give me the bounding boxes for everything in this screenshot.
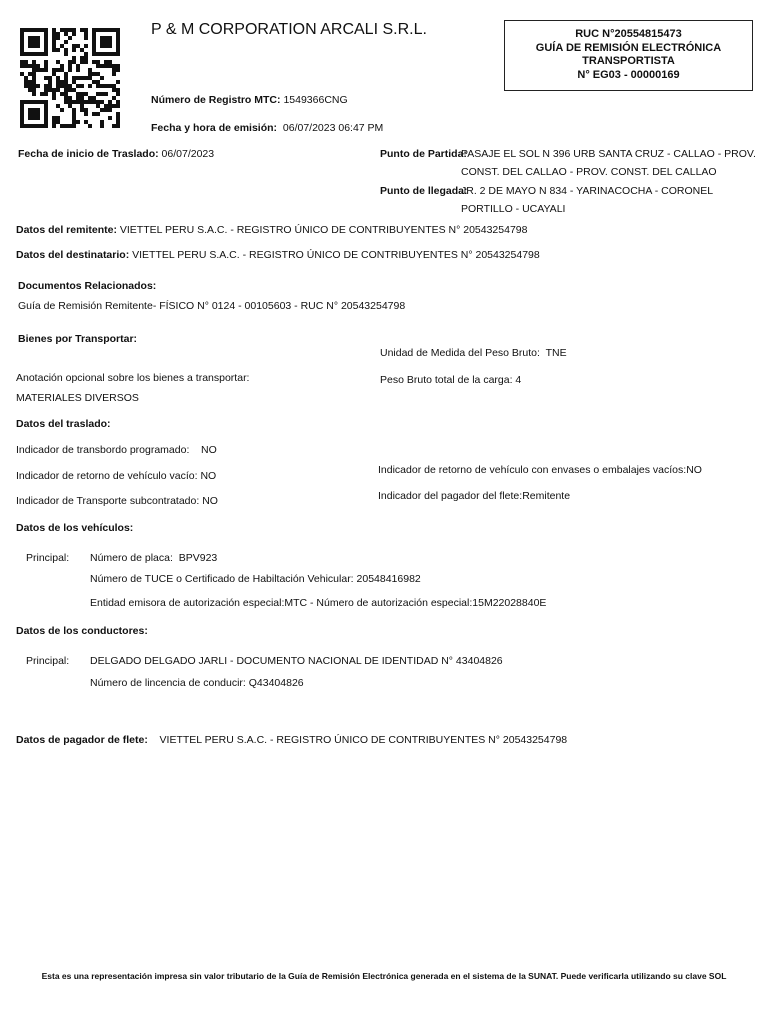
unidad-label: Unidad de Medida del Peso Bruto: xyxy=(380,347,540,359)
emission-label: Fecha y hora de emisión: xyxy=(151,122,278,134)
mtc-label: Número de Registro MTC: xyxy=(151,94,281,106)
pagador-indicator-label: Indicador del pagador del flete: xyxy=(378,490,523,502)
retorno-envases-indicator xyxy=(378,463,702,477)
pagador-label: Datos de pagador de flete: xyxy=(16,734,148,746)
mtc-registration xyxy=(151,93,348,107)
document-number: N° EG03 - 00000169 xyxy=(577,68,680,81)
mtc-value: 1549366CNG xyxy=(283,94,348,106)
document-type-line-2: TRANSPORTISTA xyxy=(582,55,675,67)
unidad-medida xyxy=(380,346,567,360)
qr-code-icon xyxy=(20,26,120,130)
pagador-value: VIETTEL PERU S.A.C. - REGISTRO ÚNICO DE CONTRIBUYENTES N° 20543254798 xyxy=(159,734,568,746)
anotacion-label: Anotación opcional sobre los bienes a transportar: xyxy=(16,372,250,384)
pagador-indicator xyxy=(378,489,570,503)
conductor-principal-label: Principal: xyxy=(26,655,70,667)
unidad-value: TNE xyxy=(545,347,567,359)
documentos-item: Guía de Remisión Remitente- FÍSICO N° 0124 - 00105603 - RUC N° 20543254798 xyxy=(18,300,406,312)
retorno-envases-value: NO xyxy=(686,464,702,476)
placa-value: BPV923 xyxy=(178,552,218,564)
peso-label: Peso Bruto total de la carga: xyxy=(380,374,513,386)
placa xyxy=(90,551,217,565)
llegada-label: Punto de llegada: xyxy=(380,185,468,197)
emission-value: 06/07/2023 06:47 PM xyxy=(282,122,384,134)
retorno-vacio-value: NO xyxy=(200,470,217,482)
transbordo-value: NO xyxy=(201,444,217,456)
bienes-title: Bienes por Transportar: xyxy=(18,333,138,345)
partida-value: PASAJE EL SOL N 396 URB SANTA CRUZ - CALLAO - PROV. CONST. DEL CALLAO - PROV. CONST. DEL CALLAO xyxy=(461,148,756,178)
placa-label: Número de placa: xyxy=(90,552,173,564)
vehiculo-principal-label: Principal: xyxy=(26,552,70,564)
peso-value: 4 xyxy=(515,374,522,386)
remitente-value: VIETTEL PERU S.A.C. - REGISTRO ÚNICO DE CONTRIBUYENTES N° 20543254798 xyxy=(119,224,528,236)
pagador-flete xyxy=(16,733,567,747)
company-name: P & M CORPORATION ARCALI S.R.L. xyxy=(151,21,427,38)
vehiculos-title: Datos de los vehículos: xyxy=(16,522,134,534)
datos-traslado-title: Datos del traslado: xyxy=(16,418,111,430)
conductor-nombre: DELGADO DELGADO JARLI - DOCUMENTO NACIONAL DE IDENTIDAD N° 43404826 xyxy=(90,655,503,667)
destinatario xyxy=(16,248,540,262)
transbordo-indicator xyxy=(16,443,217,457)
transbordo-label: Indicador de transbordo programado: xyxy=(16,444,190,456)
documentos-title: Documentos Relacionados: xyxy=(18,280,157,292)
traslado-start-label: Fecha de inicio de Traslado: xyxy=(18,148,159,160)
pagador-indicator-value: Remitente xyxy=(522,490,571,502)
retorno-vacio-label: Indicador de retorno de vehículo vacío: xyxy=(16,470,198,482)
remitente xyxy=(16,223,527,237)
anotacion-value: MATERIALES DIVERSOS xyxy=(16,392,139,404)
retorno-envases-label: Indicador de retorno de vehículo con envases o embalajes vacíos: xyxy=(378,464,687,476)
traslado-start-value: 06/07/2023 xyxy=(161,148,215,160)
subcontratado-value: NO xyxy=(202,495,218,507)
subcontratado-indicator xyxy=(16,494,218,508)
footer-disclaimer: Esta es una representación impresa sin valor tributario de la Guía de Remisión Electrónica generada en el sistema de la SUNAT. Puede verificarla utilizando su clave SOL xyxy=(41,971,727,981)
retorno-vacio-indicator xyxy=(16,469,216,483)
autorizacion-especial: Entidad emisora de autorización especial:MTC - Número de autorización especial:15M22028840E xyxy=(90,597,547,609)
conductor-licencia: Número de lincencia de conducir: Q43404826 xyxy=(90,677,304,689)
traslado-start xyxy=(18,147,214,161)
document-type-line-1: GUÍA DE REMISIÓN ELECTRÓNICA xyxy=(535,41,722,54)
tuce-certificado: Número de TUCE o Certificado de Habiltación Vehicular: 20548416982 xyxy=(90,573,421,585)
subcontratado-label: Indicador de Transporte subcontratado: xyxy=(16,495,200,507)
destinatario-value: VIETTEL PERU S.A.C. - REGISTRO ÚNICO DE CONTRIBUYENTES N° 20543254798 xyxy=(132,249,540,261)
destinatario-label: Datos del destinatario: xyxy=(16,249,130,261)
partida-label: Punto de Partida: xyxy=(380,148,467,160)
ruc-number: RUC N°20554815473 xyxy=(575,28,682,40)
emission-datetime xyxy=(151,121,383,135)
conductores-title: Datos de los conductores: xyxy=(16,625,148,637)
peso-bruto xyxy=(380,373,521,387)
llegada-value: JR. 2 DE MAYO N 834 - YARINACOCHA - CORONEL PORTILLO - UCAYALI xyxy=(461,185,713,215)
remitente-label: Datos del remitente: xyxy=(16,224,117,236)
ruc-box xyxy=(504,20,753,91)
